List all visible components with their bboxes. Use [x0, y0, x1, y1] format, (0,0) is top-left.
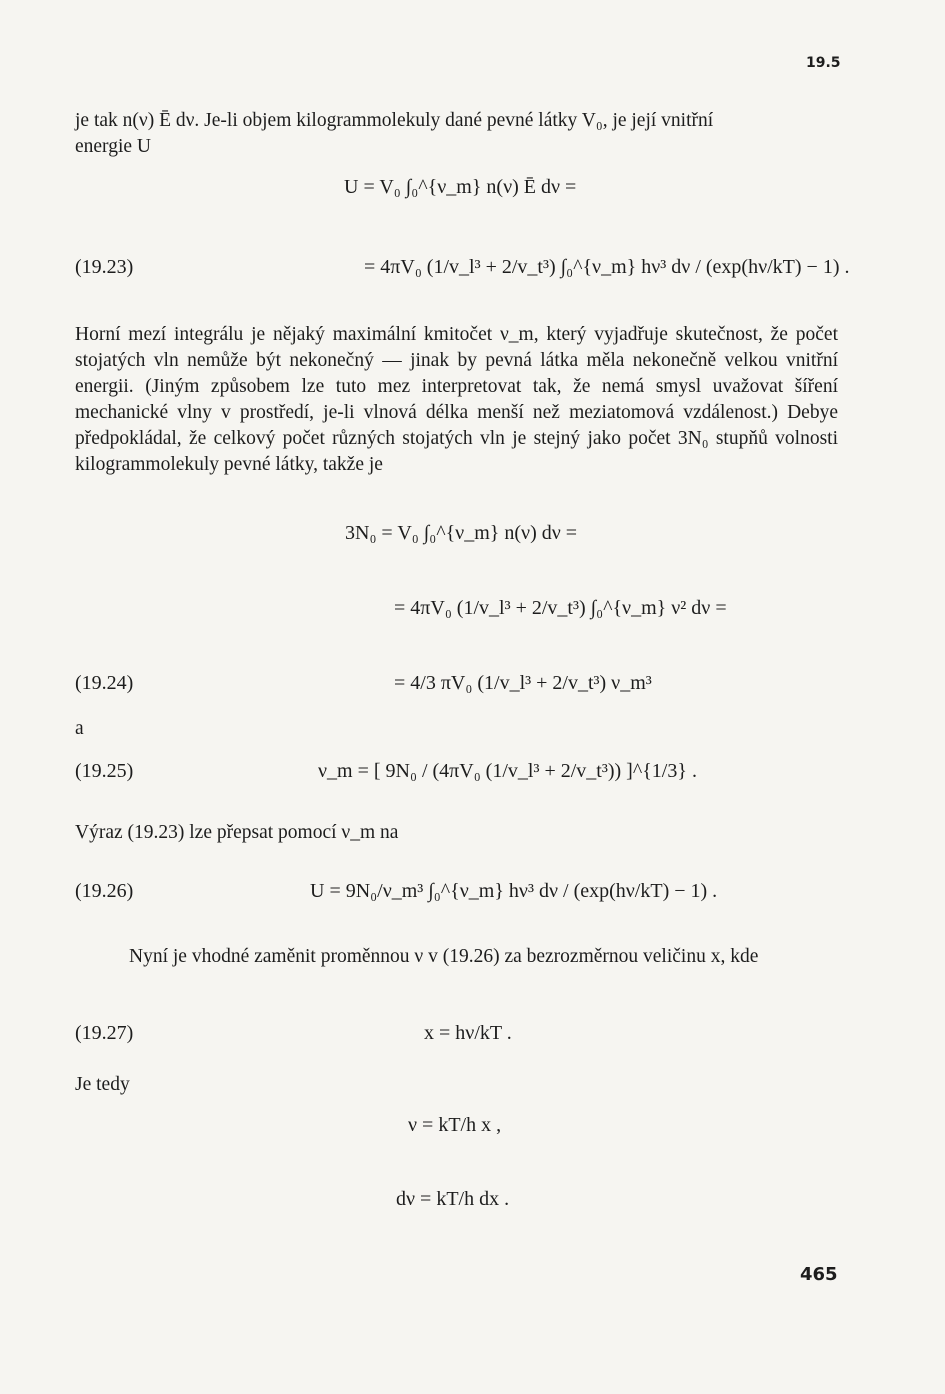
- equation-d-nu: dν = kT/h dx .: [396, 1188, 510, 1210]
- equation-nu: ν = kT/h x ,: [408, 1114, 502, 1136]
- paragraph-je-tedy: Je tedy: [75, 1074, 130, 1095]
- equation-19-25: ν_m = [ 9N₀ / (4πV₀ (1/v_l³ + 2/v_t³)) ]^{1/3} .: [318, 760, 697, 782]
- equation-19-23-line-1: U = V₀ ∫₀^{ν_m} n(ν) Ē dν =: [344, 176, 577, 198]
- equation-number-19-25: (19.25): [75, 760, 134, 782]
- paragraph-rewrite: Výraz (19.23) lze přepsat pomocí ν_m na: [75, 822, 399, 843]
- section-header: 19.5: [806, 55, 841, 71]
- equation-19-27: x = hν/kT .: [424, 1022, 512, 1044]
- equation-19-26: U = 9N₀/ν_m³ ∫₀^{ν_m} hν³ dν / (exp(hν/kT) − 1) .: [310, 880, 718, 902]
- equation-19-24-line-3: = 4/3 πV₀ (1/v_l³ + 2/v_t³) ν_m³: [394, 672, 652, 694]
- equation-19-24-line-2: = 4πV₀ (1/v_l³ + 2/v_t³) ∫₀^{ν_m} ν² dν =: [394, 597, 727, 619]
- intro-line-1: je tak n(ν) Ē dν. Je-li objem kilogrammolekuly dané pevné látky V₀, je její vnitřní: [75, 110, 714, 131]
- equation-number-19-26: (19.26): [75, 880, 134, 902]
- intro-line-2: energie U: [75, 136, 151, 157]
- conjunction-a: a: [75, 718, 84, 739]
- equation-19-23-line-2: = 4πV₀ (1/v_l³ + 2/v_t³) ∫₀^{ν_m} hν³ dν / (exp(hν/kT) − 1) .: [364, 256, 850, 278]
- equation-number-19-23: (19.23): [75, 256, 134, 278]
- equation-19-24-line-1: 3N₀ = V₀ ∫₀^{ν_m} n(ν) dν =: [345, 522, 578, 544]
- paragraph-upper-limit: Horní mezí integrálu je nějaký maximální kmitočet ν_m, který vyjadřuje skutečnost, že počet stojatých vln nemůže být nekonečný — jinak by pevná látka měla nekonečně velkou vnitřní energii. (Jiným způsobem lze tuto mez interpretovat tak, že nemá smysl uvažovat šíření mechanické vlny v prostředí, je-li vlnová délka menší než meziatomová vzdálenost.) Debye předpokládal, že celkový počet různých stojatých vln je stejný jako počet 3N₀ stupňů volnosti kilogrammolekuly pevné látky, takže je: [75, 324, 838, 475]
- paragraph-substitution: Nyní je vhodné zaměnit proměnnou ν v (19.26) za bezrozměrnou veličinu x, kde: [129, 946, 759, 967]
- page-number: 465: [800, 1264, 838, 1285]
- equation-number-19-27: (19.27): [75, 1022, 134, 1044]
- equation-number-19-24: (19.24): [75, 672, 134, 694]
